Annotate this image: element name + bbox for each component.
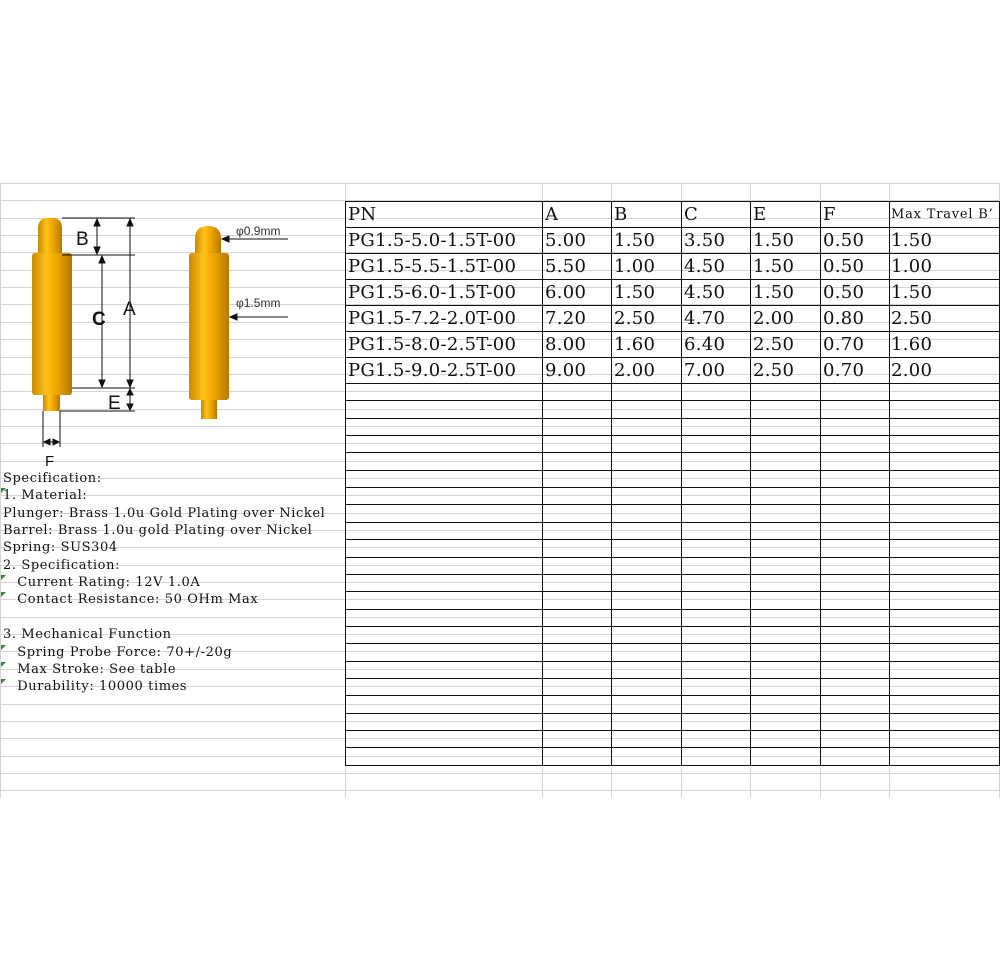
gridline-row [0, 617, 1000, 618]
cell-max-travel: 1.00 [891, 256, 933, 277]
spec-line: 3. Mechanical Function [3, 627, 172, 642]
spec-line: 2. Specification: [3, 558, 121, 573]
cell-pn: PG1.5-6.0-1.5T-00 [348, 282, 517, 303]
table-border-row [345, 452, 1000, 453]
header-pn: PN [348, 204, 377, 225]
table-border-row [345, 678, 1000, 679]
diameter-body-label: φ1.5mm [236, 296, 281, 310]
cell-c: 7.00 [684, 360, 726, 381]
gridline-row [0, 565, 1000, 566]
cell-max-travel: 1.50 [891, 230, 933, 251]
dim-label-b: B [76, 229, 89, 250]
table-border-row [345, 383, 1000, 384]
cell-f: 0.50 [823, 282, 865, 303]
table-border-row [345, 470, 1000, 471]
header-b: B [614, 204, 628, 225]
table-border-col [820, 201, 821, 765]
cell-a: 5.00 [545, 230, 587, 251]
table-border-row [345, 661, 1000, 662]
cell-a: 7.20 [545, 308, 587, 329]
cell-c: 4.50 [684, 256, 726, 277]
spec-line: Current Rating: 12V 1.0A [3, 575, 201, 590]
pin-diameters [189, 226, 229, 419]
table-border-row [345, 487, 1000, 488]
table-border-row [345, 591, 1000, 592]
spec-line: Spring Probe Force: 70+/-20g [3, 645, 233, 660]
cell-pn: PG1.5-5.5-1.5T-00 [348, 256, 517, 277]
diameter-top-label: φ0.9mm [236, 224, 281, 238]
spec-line: Specification: [3, 471, 102, 486]
cell-a: 9.00 [545, 360, 587, 381]
spec-line: 1. Material: [3, 488, 88, 503]
cell-e: 2.00 [753, 308, 795, 329]
gridline-row [0, 773, 1000, 774]
cell-e: 1.50 [753, 256, 795, 277]
table-border-row [345, 747, 1000, 748]
gridline-row [0, 721, 1000, 722]
table-border-row [345, 557, 1000, 558]
table-border-col [542, 201, 543, 765]
table-border-row [345, 435, 1000, 436]
dim-label-e: E [108, 393, 121, 414]
spec-line: Max Stroke: See table [3, 662, 177, 677]
header-max-travel: Max Travel B’ [891, 207, 994, 222]
table-border-col [750, 201, 751, 765]
cell-max-travel: 2.00 [891, 360, 933, 381]
table-border-col [611, 201, 612, 765]
cell-c: 4.70 [684, 308, 726, 329]
cell-pn: PG1.5-7.2-2.0T-00 [348, 308, 517, 329]
spec-line: Spring: SUS304 [3, 540, 118, 555]
cell-max-travel: 2.50 [891, 308, 933, 329]
gridline-row [0, 547, 1000, 548]
table-border-row [345, 695, 1000, 696]
gridline-row [0, 756, 1000, 757]
table-border-row [345, 609, 1000, 610]
table-border-col [345, 201, 346, 765]
header-c: C [684, 204, 699, 225]
cell-f: 0.70 [823, 360, 865, 381]
cell-b: 2.50 [614, 308, 656, 329]
cell-pn: PG1.5-8.0-2.5T-00 [348, 334, 517, 355]
table-border-row [345, 765, 1000, 766]
dim-label-c: C [92, 309, 106, 330]
dim-label-f: F [45, 453, 55, 470]
cell-c: 4.50 [684, 282, 726, 303]
header-a: A [545, 204, 559, 225]
dim-label-a: A [123, 299, 136, 320]
table-border-row [345, 713, 1000, 714]
cell-f: 0.50 [823, 256, 865, 277]
table-border-row [345, 418, 1000, 419]
table-border-row [345, 522, 1000, 523]
table-border-col [889, 201, 890, 765]
cell-b: 1.60 [614, 334, 656, 355]
pogo-pin-drawing [0, 201, 340, 471]
cell-b: 1.50 [614, 282, 656, 303]
table-border-row [345, 730, 1000, 731]
header-e: E [753, 204, 767, 225]
cell-pn: PG1.5-5.0-1.5T-00 [348, 230, 517, 251]
cell-f: 0.80 [823, 308, 865, 329]
table-border-row [345, 626, 1000, 627]
cell-b: 2.00 [614, 360, 656, 381]
cell-b: 1.50 [614, 230, 656, 251]
table-border-row [345, 539, 1000, 540]
spec-line: Plunger: Brass 1.0u Gold Plating over Nickel [3, 506, 326, 521]
spec-line: Durability: 10000 times [3, 679, 188, 694]
spec-line: Contact Resistance: 50 OHm Max [3, 592, 259, 607]
header-f: F [823, 204, 836, 225]
cell-f: 0.70 [823, 334, 865, 355]
gridline-row [0, 478, 1000, 479]
cell-max-travel: 1.50 [891, 282, 933, 303]
cell-max-travel: 1.60 [891, 334, 933, 355]
cell-c: 6.40 [684, 334, 726, 355]
cell-e: 1.50 [753, 282, 795, 303]
gridline-row [0, 738, 1000, 739]
gridline-row [0, 495, 1000, 496]
cell-e: 2.50 [753, 360, 795, 381]
cell-e: 2.50 [753, 334, 795, 355]
cell-f: 0.50 [823, 230, 865, 251]
pin-dimensioned [32, 218, 72, 411]
cell-a: 5.50 [545, 256, 587, 277]
cell-pn: PG1.5-9.0-2.5T-00 [348, 360, 517, 381]
cell-a: 6.00 [545, 282, 587, 303]
spec-line: Barrel: Brass 1.0u gold Plating over Nickel [3, 523, 313, 538]
table-border-row [345, 400, 1000, 401]
cell-e: 1.50 [753, 230, 795, 251]
table-border-col [681, 201, 682, 765]
table-border-row [345, 504, 1000, 505]
cell-c: 3.50 [684, 230, 726, 251]
gridline-row [0, 790, 1000, 791]
table-border-row [345, 574, 1000, 575]
table-border-row [345, 643, 1000, 644]
cell-b: 1.00 [614, 256, 656, 277]
gridline-row [0, 183, 1000, 184]
cell-a: 8.00 [545, 334, 587, 355]
gridline-row [0, 704, 1000, 705]
